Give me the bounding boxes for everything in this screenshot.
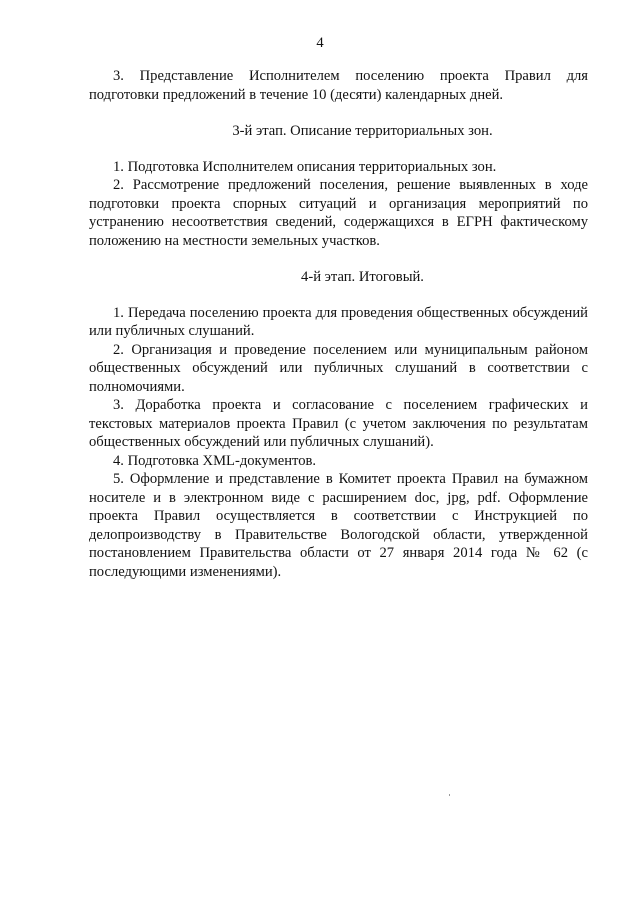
stage4-item-4: 4. Подготовка XML-документов. [113,452,317,469]
stage3-item-1: 1. Подготовка Исполнителем описания территориальных зон. [113,158,497,175]
spacer [89,141,588,158]
page-content [89,67,588,581]
stage4-item-1: 1. Передача поселению проекта для проведения общественных обсуждений или публичных слушаний. [89,304,588,339]
spacer [89,250,588,268]
stage4-item-2: 2. Организация и проведение поселением или муниципальным районом общественных обсуждений или публичных слушаний в соответствии с полномочиями. [89,341,588,395]
stage3-item-2: 2. Рассмотрение предложений поселения, решение выявленных в ходе подготовки проекта спорных ситуаций и организация мероприятий по устранению несоответствия сведений, содержащихся в ЕГРН фактическому положению на местности земельных участков. [89,177,588,249]
stage3-heading: 3-й этап. Описание территориальных зон. [232,123,493,139]
spacer [89,287,588,304]
spacer [89,104,588,122]
stage2-item-3: 3. Представление Исполнителем поселению проекта Правил для подготовки предложений в течение 10 (десяти) календарных дней. [89,68,588,103]
stage4-item-5: 5. Оформление и представление в Комитет проекта Правил на бумажном носителе и в электронном виде с расширением doc, jpg, pdf. Оформление проекта Правил осуществляется в соответствии с Инструкцией по делопроизводству в Правительстве Вологодской области, утвержденной постановлением Правительства области от 27 января 2014 года № 62 (с последующими изменениями). [89,471,588,580]
scan-speck [449,794,450,796]
stage4-heading: 4-й этап. Итоговый. [301,269,424,285]
page-number: 4 [316,35,324,51]
stage4-item-3: 3. Доработка проекта и согласование с поселением графических и текстовых материалов проекта Правил (с учетом заключения по результатам общественных обсуждений или публичных слушаний). [89,397,588,450]
